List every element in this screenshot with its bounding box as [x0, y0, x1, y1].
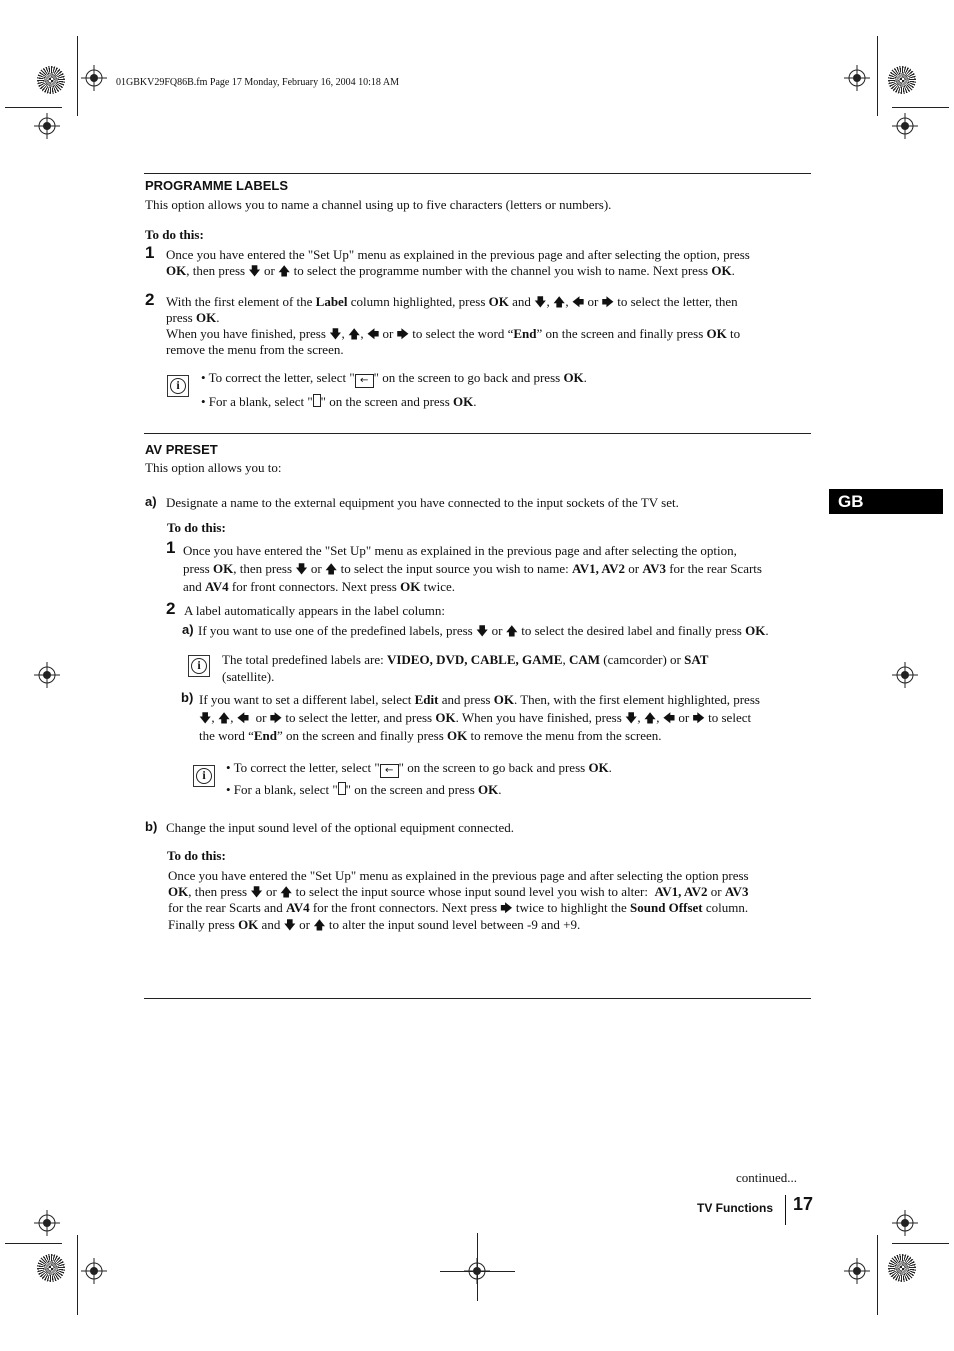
page-number: 17: [793, 1194, 814, 1214]
item-label: a): [182, 622, 194, 637]
right-arrow-icon: 🡆: [396, 327, 410, 341]
step-number: 1: [145, 243, 155, 262]
up-arrow-icon: 🡅: [643, 710, 657, 725]
section-intro: This option allows you to name a channel using up to five characters (letters or numbers).: [145, 197, 612, 212]
down-arrow-icon: 🡇: [199, 710, 212, 725]
item-text: Change the input sound level of the optional equipment connected.: [166, 820, 515, 835]
step-text: With the first element of the Label column highlighted, press OK and 🡇, 🡅, 🡄 or 🡆 to select the letter, then press OK. When you have finished, press 🡇, 🡅, 🡄 or 🡆 to select the word “End” on the screen and finally press OK to remove the menu from the screen.: [166, 294, 741, 357]
registration-dot: [888, 1254, 916, 1282]
right-arrow-icon: 🡆: [269, 710, 283, 725]
right-arrow-icon: 🡆: [500, 901, 513, 915]
left-arrow-icon: 🡄: [571, 295, 585, 309]
right-arrow-icon: 🡆: [601, 295, 614, 309]
registration-target-icon: [844, 65, 870, 91]
left-arrow-icon: 🡄: [366, 327, 380, 341]
note-text: The total predefined labels are: VIDEO, DVD, CABLE, GAME, CAM (camcorder) or SAT (satellite).: [222, 652, 709, 684]
down-arrow-icon: 🡇: [295, 561, 308, 576]
registration-target-icon: [81, 65, 107, 91]
registration-target-icon: [81, 1258, 107, 1284]
step-number: 1: [166, 538, 176, 557]
blank-box-icon: [338, 782, 346, 795]
file-info-line: 01GBKV29FQ86B.fm Page 17 Monday, February 16, 2004 10:18 AM: [116, 77, 399, 88]
info-icon: i: [188, 655, 210, 677]
todo-label: To do this:: [167, 520, 226, 535]
item-text: If you want to use one of the predefined labels, press 🡇 or 🡅 to select the desired label and finally press OK.: [198, 623, 769, 638]
up-arrow-icon: 🡅: [278, 264, 291, 278]
registration-target-icon: [34, 1210, 60, 1236]
step-number: 2: [166, 599, 176, 618]
section-rule: [144, 998, 811, 999]
step-number: 2: [145, 290, 155, 309]
info-icon: i: [193, 765, 215, 787]
down-arrow-icon: 🡇: [248, 264, 261, 278]
note-text: • To correct the letter, select " ← " on the screen to go back and press OK. • For a blank, select " " on the screen and press OK.: [201, 370, 587, 409]
section-heading: PROGRAMME LABELS: [145, 178, 288, 193]
section-heading: AV PRESET: [145, 442, 218, 457]
footer-section: TV Functions: [697, 1201, 773, 1215]
down-arrow-icon: 🡇: [625, 710, 638, 725]
left-arrow-icon: 🡄: [236, 710, 250, 725]
step-text: Once you have entered the "Set Up" menu as explained in the previous page and after selecting the option, press OK, then press 🡇 or 🡅 to select the programme number with the channel you wish to name. Next press OK.: [166, 247, 750, 278]
item-label: b): [145, 819, 158, 834]
registration-target-icon: [34, 113, 60, 139]
footer-divider: [785, 1195, 786, 1225]
continued-label: continued...: [736, 1170, 798, 1185]
up-arrow-icon: 🡅: [280, 884, 293, 899]
section-rule: [144, 173, 811, 174]
back-arrow-icon: ←: [355, 374, 374, 388]
up-arrow-icon: 🡅: [325, 561, 338, 576]
section-rule: [144, 433, 811, 434]
language-tab: GB: [829, 489, 943, 514]
left-arrow-icon: 🡄: [662, 710, 676, 725]
registration-target-icon: [892, 662, 918, 688]
note-text: • To correct the letter, select " ← " on the screen to go back and press OK. • For a blank, select " " on the screen and press OK.: [226, 760, 612, 797]
down-arrow-icon: 🡇: [283, 917, 296, 932]
up-arrow-icon: 🡅: [217, 710, 231, 725]
item-text: Designate a name to the external equipment you have connected to the input sockets of the TV set.: [166, 495, 679, 510]
registration-target-icon: [34, 662, 60, 688]
up-arrow-icon: 🡅: [553, 295, 566, 309]
registration-target-icon: [844, 1258, 870, 1284]
item-text: If you want to set a different label, select Edit and press OK. Then, with the first element highlighted, press 🡇, 🡅, 🡄 or 🡆 to select the letter, and press OK. When you have finished, press 🡇, 🡅, 🡄 or 🡆 to select the word “End” on the screen and finally press OK to remove the menu from the screen.: [199, 692, 760, 743]
up-arrow-icon: 🡅: [313, 917, 326, 932]
down-arrow-icon: 🡇: [475, 624, 489, 638]
todo-label: To do this:: [167, 848, 226, 863]
down-arrow-icon: 🡇: [329, 327, 342, 341]
step-text: Once you have entered the "Set Up" menu as explained in the previous page and after selecting the option, press OK, then press 🡇 or 🡅 to select the input source you wish to name: AV1, AV2 or AV3 for the rear Scarts and AV4 for front connectors. Next press OK twice.: [183, 543, 762, 594]
back-arrow-icon: ←: [380, 764, 399, 778]
info-icon: i: [167, 375, 189, 397]
todo-label: To do this:: [145, 227, 204, 242]
section-intro: This option allows you to:: [145, 460, 282, 475]
down-arrow-icon: 🡇: [534, 295, 547, 309]
paragraph: Once you have entered the "Set Up" menu as explained in the previous page and after selecting the option press OK, then press 🡇 or 🡅 to select the input source whose input sound level you wish to alter: AV1, AV2 or AV3 for the rear Scarts and AV4 for the front connectors. Next press 🡆 twice to highlight the Sound Offset column. Finally press OK and 🡇 or 🡅 to alter the input sound level between -9 and +9.: [168, 868, 749, 932]
down-arrow-icon: 🡇: [250, 884, 263, 899]
step-text: A label automatically appears in the label column:: [184, 603, 445, 618]
registration-target-icon: [892, 1210, 918, 1236]
up-arrow-icon: 🡅: [505, 624, 519, 638]
registration-dot: [37, 1254, 65, 1282]
registration-dot: [37, 66, 65, 94]
registration-target-icon: [892, 113, 918, 139]
up-arrow-icon: 🡅: [348, 327, 361, 341]
item-label: a): [145, 494, 157, 509]
registration-dot: [888, 66, 916, 94]
right-arrow-icon: 🡆: [692, 710, 705, 725]
blank-box-icon: [313, 394, 321, 407]
item-label: b): [181, 690, 194, 705]
